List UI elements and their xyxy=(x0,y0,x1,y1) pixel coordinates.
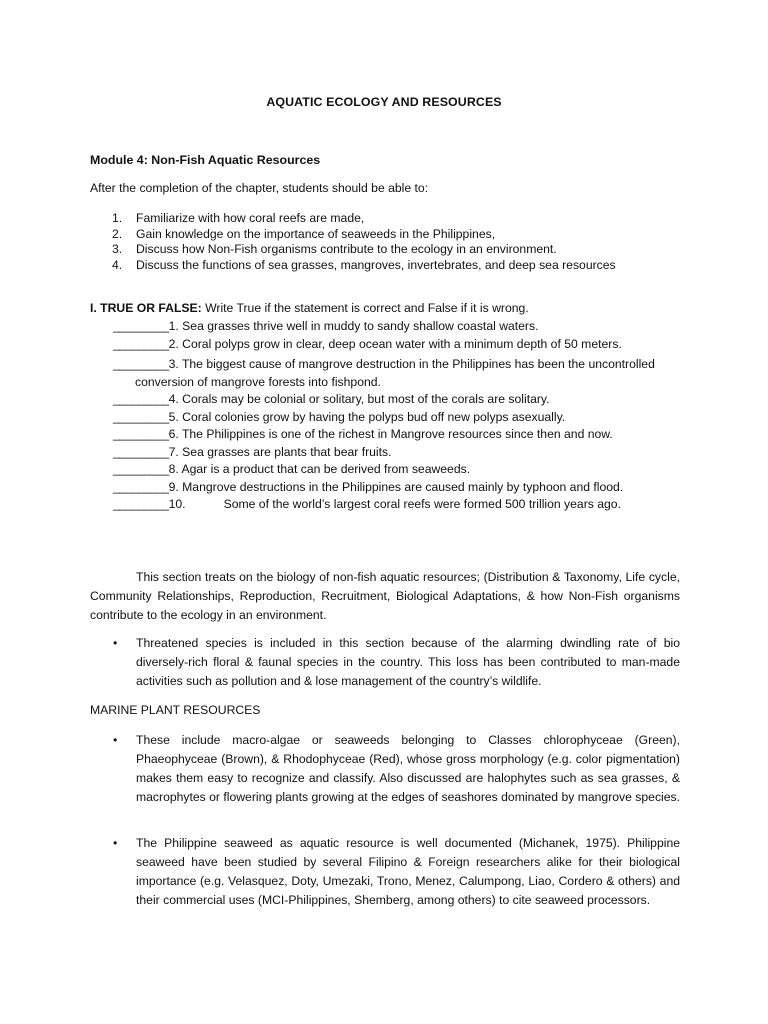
true-false-heading xyxy=(90,301,529,315)
marine-plant-heading: MARINE PLANT RESOURCES xyxy=(90,703,261,717)
answer-blank[interactable]: _________ xyxy=(113,392,169,406)
objective-item: 3. Discuss how Non-Fish organisms contribute to the ecology in an environment. xyxy=(112,242,557,256)
answer-blank[interactable]: _________ xyxy=(113,409,169,424)
true-false-list xyxy=(113,318,693,514)
document-title: AQUATIC ECOLOGY AND RESOURCES xyxy=(266,95,502,109)
tf-item: _________1. Sea grasses thrive well in muddy to sandy shallow coastal waters. xyxy=(113,319,539,333)
tf-item: _________7. Sea grasses are plants that bear fruits. xyxy=(113,444,392,459)
answer-blank[interactable]: _________ xyxy=(113,319,169,333)
answer-blank[interactable]: _________ xyxy=(113,336,169,351)
tf-item: _________6. The Philippines is one of the richest in Mangrove resources since then and now. xyxy=(113,427,613,441)
marine-bullet: • These include macro-algae or seaweeds belonging to Classes chlorophyceae (Green), Phaeophyceae (Brown), & Rhodophyceae (Red), whose gross morphology (e.g. color pigmentation) makes them easy to recognize and classify. Also discussed are halophytes such as sea grasses, & macrophytes or flowering plants growing at the edges of seashores dominated by mangrove species. xyxy=(113,733,680,804)
objectives-list xyxy=(112,211,616,273)
module-heading: Module 4: Non-Fish Aquatic Resources xyxy=(90,153,321,167)
tf-item: _________2. Coral polyps grow in clear, deep ocean water with a minimum depth of 50 meters. xyxy=(113,336,622,351)
answer-blank[interactable]: _________ xyxy=(113,462,169,476)
tf-item: _________5. Coral colonies grow by having the polyps bud off new polyps asexually. xyxy=(113,409,566,424)
objective-item: 4. Discuss the functions of sea grasses, mangroves, invertebrates, and deep sea resources xyxy=(112,257,616,272)
tf-item: _________9. Mangrove destructions in the Philippines are caused mainly by typhoon and flood. xyxy=(113,479,624,494)
answer-blank[interactable]: _________ xyxy=(113,427,169,441)
bullet-icon: • xyxy=(113,733,118,747)
bullet-icon: • xyxy=(113,836,118,850)
answer-blank[interactable]: _________ xyxy=(113,357,169,371)
answer-blank[interactable]: _________ xyxy=(113,444,169,459)
objective-item: 1. Familiarize with how coral reefs are made, xyxy=(112,211,365,225)
threatened-species-bullet: • Threatened species is included in this section because of the alarming dwindling rate of bio diversely-rich floral & faunal species in the country. This loss has been contributed to man-made activities such as pollution and & lose management of the country’s wildlife. xyxy=(113,636,680,688)
answer-blank[interactable]: _________ xyxy=(113,479,169,494)
tf-item: _________8. Agar is a product that can be derived from seaweeds. xyxy=(113,462,471,476)
section-paragraph: This section treats on the biology of non-fish aquatic resources; (Distribution & Taxonomy, Life cycle, Community Relationships, Reproduction, Recruitment, Biological Adaptations, & how Non-Fish organisms contribute to the ecology in an environment. xyxy=(90,570,680,622)
objective-item: 2. Gain knowledge on the importance of seaweeds in the Philippines, xyxy=(112,226,496,241)
tf-item: _________3. The biggest cause of mangrove destruction in the Philippines has been the uncontrolled conversion of mangrove forests into fishpond. xyxy=(113,357,655,389)
marine-bullet: • The Philippine seaweed as aquatic resource is well documented (Michanek, 1975). Philippine seaweed have been studied by several Filipino & Foreign researchers alike for their biological importance (e.g. Velasquez, Doty, Umezaki, Trono, Menez, Calumpong, Liao, Cordero & others) and their commercial uses (MCI-Philippines, Shemberg, among others) to cite seaweed processors. xyxy=(113,836,680,907)
true-false-instruction: Write True if the statement is correct and False if it is wrong. xyxy=(201,301,529,315)
answer-blank[interactable]: _________ xyxy=(113,497,169,511)
intro-text: After the completion of the chapter, students should be able to: xyxy=(90,181,429,195)
bullet-icon: • xyxy=(113,636,118,650)
true-false-label: I. TRUE OR FALSE: xyxy=(90,301,202,315)
tf-item: _________10. Some of the world’s largest coral reefs were formed 500 trillion years ago. xyxy=(113,497,621,511)
tf-item: _________4. Corals may be colonial or solitary, but most of the corals are solitary. xyxy=(113,392,550,406)
